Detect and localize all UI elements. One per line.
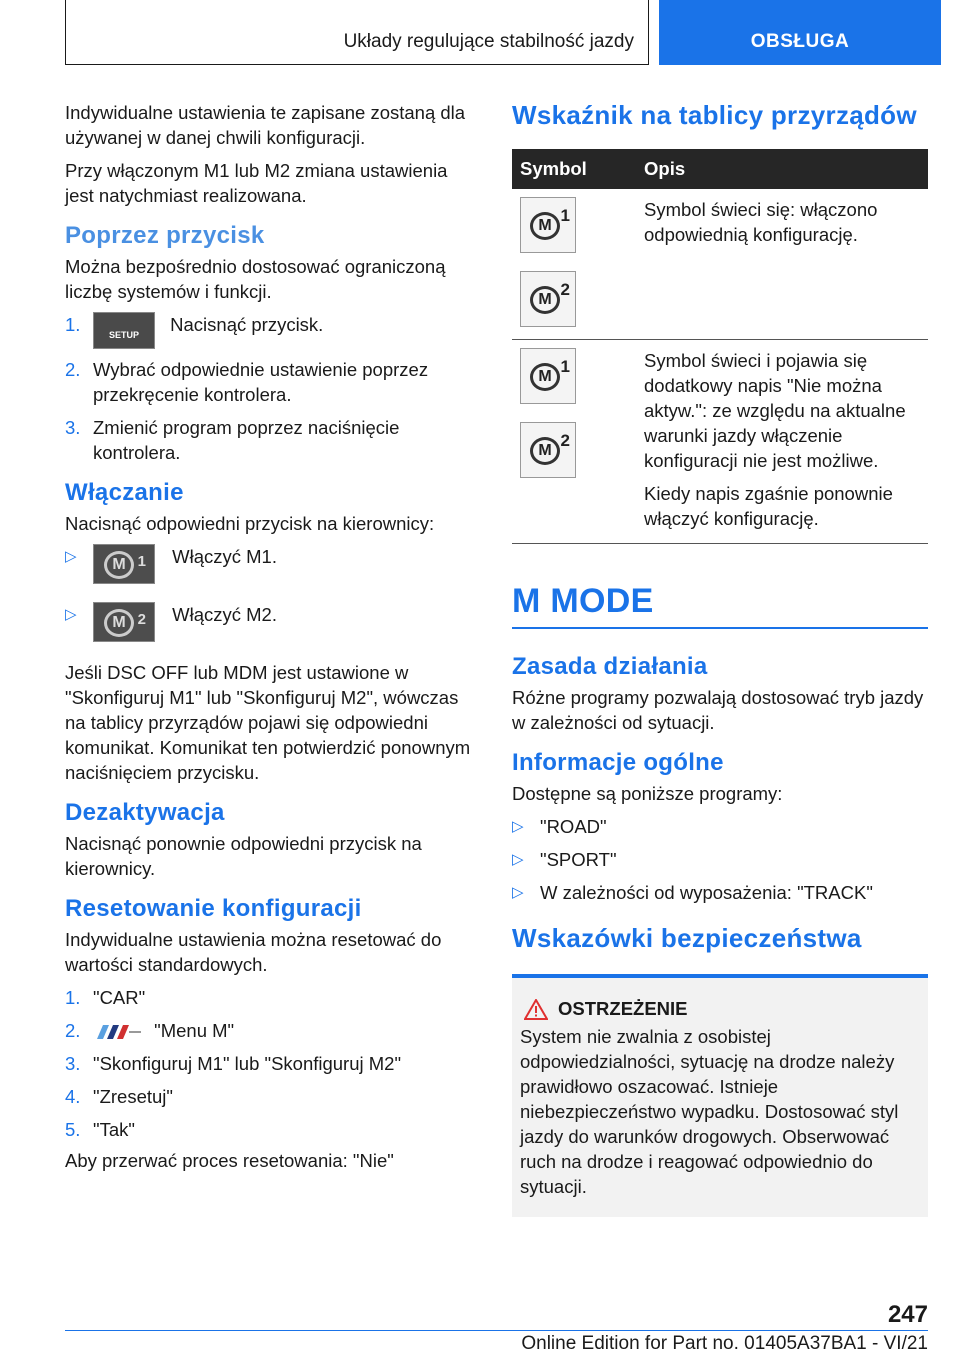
m1-symbol-icon — [520, 197, 576, 253]
m-letter: M — [530, 437, 560, 465]
warning-triangle-icon — [524, 999, 548, 1020]
reset-text: Indywidualne ustawienia można resetować do wartości standardowych. — [65, 929, 442, 975]
step-text: "Skonfiguruj M1" lub "Skonfiguruj M2" — [93, 1053, 402, 1074]
symbol-cell — [512, 189, 636, 340]
desc-text: Symbol świeci się: włączono odpowiednią konfigurację. — [644, 199, 878, 245]
m-digit: 1 — [137, 553, 146, 570]
activate-heading: Włączanie — [65, 479, 184, 506]
list-item — [65, 985, 480, 1010]
m1-button-icon — [93, 544, 155, 584]
m-letter: M — [530, 363, 560, 391]
programs-list — [512, 814, 928, 905]
m-digit: 1 — [560, 206, 570, 225]
list-item — [512, 847, 928, 872]
step-number: 1. — [65, 987, 81, 1008]
step-text: "Menu M" — [154, 1020, 235, 1041]
deactivate-text: Nacisnąć ponownie odpowiedni przycisk na kierownicy. — [65, 833, 422, 879]
table-row — [512, 189, 928, 340]
indicator-table — [512, 149, 928, 544]
safety-heading: Wskazówki bezpieczeństwa — [512, 923, 862, 953]
list-item — [65, 1084, 480, 1109]
right-column — [512, 100, 928, 1217]
item-text: W zależności od wyposażenia: "TRACK" — [540, 882, 873, 903]
step-text: "Tak" — [93, 1119, 135, 1140]
triangle-bullet-icon: ▷ — [512, 884, 524, 901]
list-item — [65, 312, 480, 349]
warning-title: OSTRZEŻENIE — [558, 998, 688, 1019]
chapter-tab-label: OBSŁUGA — [750, 31, 850, 52]
triangle-bullet-icon: ▷ — [512, 818, 524, 835]
m2-symbol-icon — [520, 271, 576, 327]
m-letter: M — [104, 551, 134, 579]
m1-symbol-icon — [520, 348, 576, 404]
activate-text: Nacisnąć odpowiedni przycisk na kierownicy: — [65, 513, 435, 534]
item-text: "SPORT" — [540, 849, 617, 870]
desc-cell — [636, 189, 928, 340]
activate-list — [65, 544, 480, 652]
header-section-box — [65, 0, 649, 65]
table-header-desc: Opis — [636, 149, 928, 189]
reset-steps — [65, 985, 480, 1142]
principle-heading: Zasada działania — [512, 653, 708, 680]
section-divider — [512, 627, 928, 629]
via-button-text: Można bezpośrednio dostosować ograniczoną liczbę systemów i funkcji. — [65, 256, 446, 302]
step-text: Nacisnąć przycisk. — [170, 314, 324, 335]
warning-text: System nie zwalnia z osobistej odpowiedzialności, sytuację na drodze należy prawidłowo oszacować. Istnieje niebezpieczeństwo wypadku. Dostosować styl jazdy do warunków drogowych. Obserwować ruch na drodze i reagować odpowiednio do sytuacji. — [520, 1026, 899, 1197]
reset-cancel-text: Aby przerwać proces resetowania: "Nie" — [65, 1150, 394, 1171]
step-number: 2. — [65, 1020, 81, 1041]
via-button-steps — [65, 312, 480, 465]
list-item — [65, 1018, 480, 1043]
left-column — [65, 100, 480, 1181]
m-letter: M — [530, 286, 560, 314]
desc-text: Symbol świeci i pojawia się dodatkowy napis "Nie można aktyw.": ze względu na aktualne warunki jazdy włączenie konfiguracji nie jest możliwe. — [644, 350, 906, 471]
deactivate-heading: Dezaktywacja — [65, 799, 225, 826]
indicator-heading: Wskaźnik na tablicy przyrządów — [512, 100, 917, 130]
list-item — [512, 814, 928, 839]
list-item — [65, 1051, 480, 1076]
triangle-bullet-icon: ▷ — [65, 548, 77, 565]
list-item — [65, 602, 480, 652]
triangle-bullet-icon: ▷ — [512, 851, 524, 868]
m-digit: 2 — [137, 611, 146, 628]
m2-button-icon — [93, 602, 155, 642]
page-number: 247 — [887, 1301, 928, 1328]
step-number: 1. — [65, 314, 81, 335]
step-text: Zmienić program poprzez naciśnięcie kontrolera. — [93, 417, 400, 463]
intro-paragraph-2: Przy włączonym M1 lub M2 zmiana ustawienia jest natychmiast realizowana. — [65, 160, 448, 206]
warning-title-row — [520, 998, 920, 1020]
general-text: Dostępne są poniższe programy: — [512, 783, 783, 804]
list-item — [65, 415, 480, 465]
setup-button-icon — [93, 312, 155, 349]
menu-m-stripes-icon — [93, 1025, 141, 1039]
list-item — [65, 357, 480, 407]
item-text: Włączyć M2. — [172, 604, 277, 625]
section-title: Układy regulujące stabilność jazdy — [343, 31, 634, 52]
m-letter: M — [530, 212, 560, 240]
m2-symbol-icon — [520, 422, 576, 478]
desc-text-2: Kiedy napis zgaśnie ponownie włączyć konfigurację. — [644, 483, 893, 529]
table-header-symbol: Symbol — [512, 149, 636, 189]
step-number: 3. — [65, 1053, 81, 1074]
step-number: 4. — [65, 1086, 81, 1107]
m-letter: M — [104, 609, 134, 637]
item-text: "ROAD" — [540, 816, 607, 837]
footer-divider — [65, 1330, 928, 1331]
m-digit: 2 — [560, 431, 570, 450]
list-item — [65, 1117, 480, 1142]
step-text: "Zresetuj" — [93, 1086, 173, 1107]
reset-heading: Resetowanie konfiguracji — [65, 895, 362, 922]
mmode-heading: M MODE — [512, 582, 654, 620]
general-heading: Informacje ogólne — [512, 749, 724, 776]
step-number: 5. — [65, 1119, 81, 1140]
step-number: 3. — [65, 417, 81, 438]
activate-note: Jeśli DSC OFF lub MDM jest ustawione w "Skonfiguruj M1" lub "Skonfiguruj M2", wówczas na tablicy przyrządów pojawi się odpowiedni komunikat. Komunikat ten potwierdzić ponownym naciśnięciem przycisku. — [65, 662, 471, 783]
table-row — [512, 340, 928, 544]
via-button-heading: Poprzez przycisk — [65, 222, 265, 249]
desc-cell — [636, 340, 928, 544]
list-item — [512, 880, 928, 905]
step-number: 2. — [65, 359, 81, 380]
principle-text: Różne programy pozwalają dostosować tryb jazdy w zależności od sytuacji. — [512, 687, 924, 733]
setup-button-label: SETUP — [108, 330, 139, 340]
m-digit: 2 — [560, 280, 570, 299]
m-digit: 1 — [560, 357, 570, 376]
item-text: Włączyć M1. — [172, 546, 277, 567]
chapter-tab[interactable] — [659, 0, 941, 65]
edition-text: Online Edition for Part no. 01405A37BA1 - VI/21 — [521, 1333, 928, 1354]
step-text: Wybrać odpowiednie ustawienie poprzez przekręcenie kontrolera. — [93, 359, 429, 405]
intro-paragraph-1: Indywidualne ustawienia te zapisane zostaną dla używanej w danej chwili konfiguracji. — [65, 102, 466, 148]
symbol-cell — [512, 340, 636, 544]
list-item — [65, 544, 480, 594]
step-text: "CAR" — [93, 987, 146, 1008]
triangle-bullet-icon: ▷ — [65, 606, 77, 623]
warning-box — [512, 974, 928, 1217]
